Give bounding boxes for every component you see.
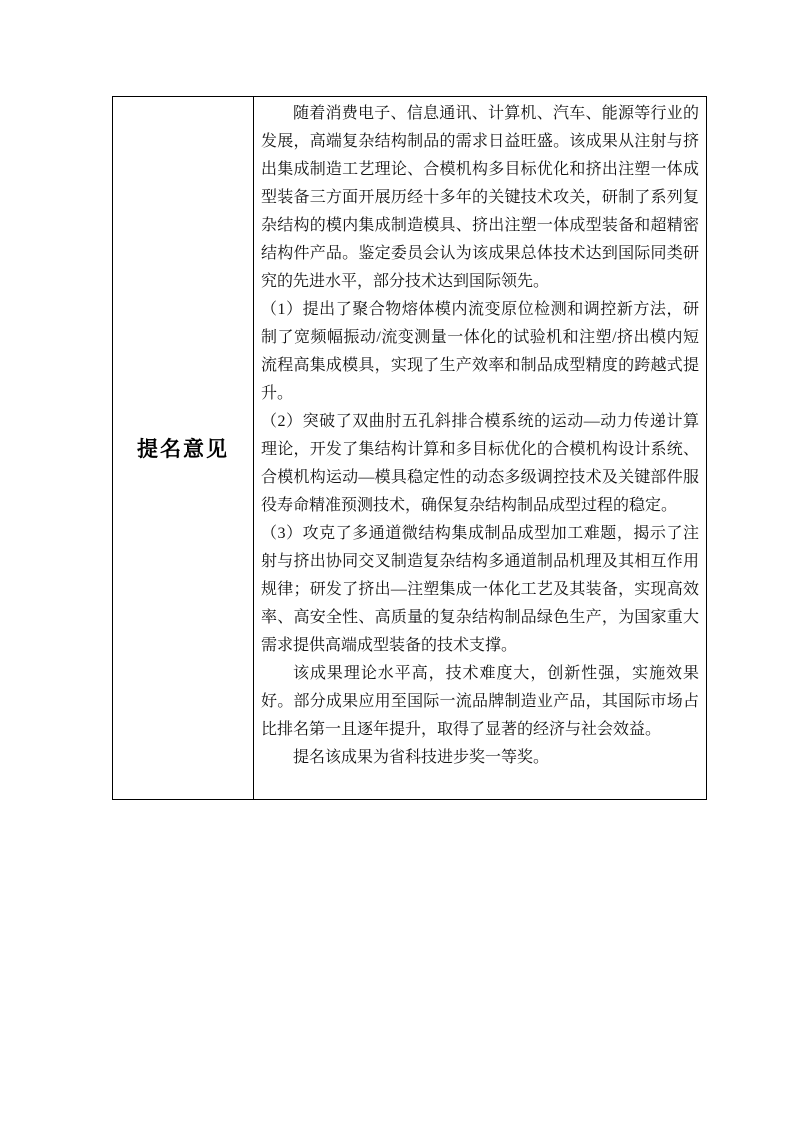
opinion-paragraph-conclusion: 提名该成果为省科技进步奖一等奖。 bbox=[293, 749, 550, 766]
row-label-cell bbox=[113, 97, 254, 800]
opinion-paragraph-point-2: （2）突破了双曲肘五孔斜排合模系统的运动—动力传递计算理论，开发了集结构计算和多目标优化的合模机构设计系统、合模机构运动—模具稳定性的动态多级调控技术及关键部件服役寿命精准预测技术，确保复杂结构制品成型过程的稳定。 bbox=[261, 413, 699, 514]
table-row bbox=[113, 97, 707, 800]
opinion-paragraph-point-1: （1）提出了聚合物熔体模内流变原位检测和调控新方法，研制了宽频幅振动/流变测量一体化的试验机和注塑/挤出模内短流程高集成模具，实现了生产效率和制品成型精度的跨越式提升。 bbox=[261, 301, 699, 402]
opinion-paragraph-point-3: （3）攻克了多通道微结构集成制品成型加工难题，揭示了注射与挤出协同交叉制造复杂结构多通道制品机理及其相互作用规律；研发了挤出—注塑集成一体化工艺及其装备，实现高效率、高安全性、高质量的复杂结构制品绿色生产，为国家重大需求提供高端成型装备的技术支撑。 bbox=[261, 525, 699, 654]
nomination-opinion-table bbox=[112, 96, 707, 800]
opinion-paragraph-intro: 随着消费电子、信息通讯、计算机、汽车、能源等行业的发展，高端复杂结构制品的需求日益旺盛。该成果从注射与挤出集成制造工艺理论、合模机构多目标优化和挤出注塑一体成型装备三方面开展历经十多年的关键技术攻关，研制了系列复杂结构的模内集成制造模具、挤出注塑一体成型装备和超精密结构件产品。鉴定委员会认为该成果总体技术达到国际同类研究的先进水平，部分技术达到国际领先。 bbox=[261, 105, 699, 290]
opinion-content-cell bbox=[254, 97, 707, 800]
row-label: 提名意见 bbox=[137, 437, 229, 461]
opinion-paragraph-evaluation: 该成果理论水平高，技术难度大，创新性强，实施效果好。部分成果应用至国际一流品牌制造业产品，其国际市场占比排名第一且逐年提升，取得了显著的经济与社会效益。 bbox=[261, 665, 699, 738]
